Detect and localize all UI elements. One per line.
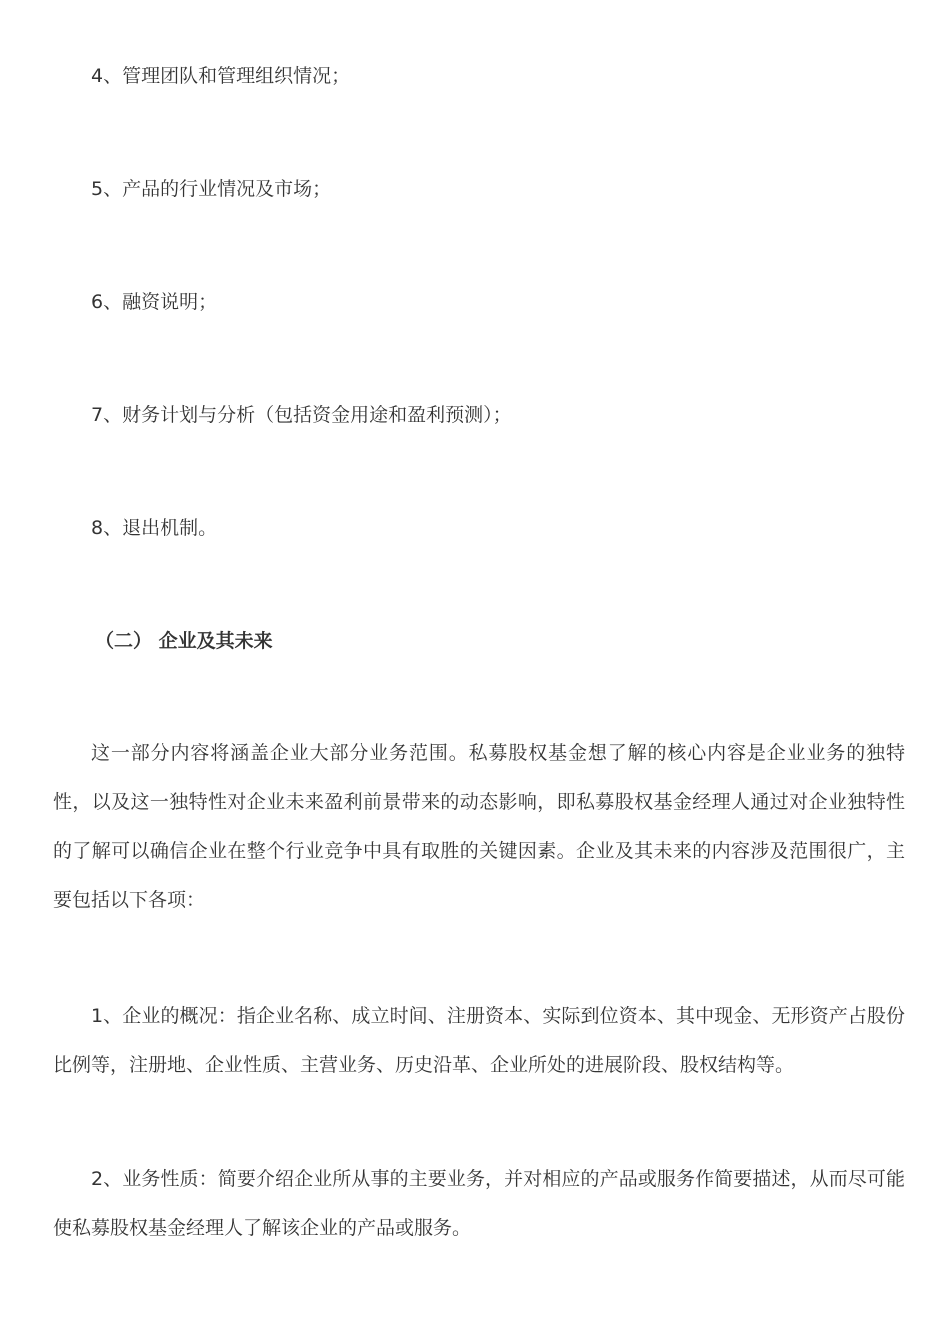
list-item-financing: 6、融资说明； xyxy=(91,291,218,313)
point-company-overview: 1、企业的概况：指企业名称、成立时间、注册资本、实际到位资本、其中现金、无形资产占股份比例等，注册地、企业性质、主营业务、历史沿革、企业所处的进展阶段、股权结构等。 xyxy=(53,1005,905,1076)
section-heading: （二） 企业及其未来 xyxy=(95,630,273,652)
list-item-management-team: 4、管理团队和管理组织情况； xyxy=(91,65,351,87)
list-item-financial-plan: 7、财务计划与分析（包括资金用途和盈利预测）； xyxy=(91,404,512,426)
intro-paragraph: 这一部分内容将涵盖企业大部分业务范围。私募股权基金想了解的核心内容是企业业务的独特性，以及这一独特性对企业未来盈利前景带来的动态影响，即私募股权基金经理人通过对企业独特性的了解可以确信企业在整个行业竞争中具有取胜的关键因素。企业及其未来的内容涉及范围很广，主要包括以下各项： xyxy=(53,742,905,911)
list-item-industry-market: 5、产品的行业情况及市场； xyxy=(91,178,332,200)
point-business-nature: 2、业务性质：简要介绍企业所从事的主要业务，并对相应的产品或服务作简要描述，从而尽可能使私募股权基金经理人了解该企业的产品或服务。 xyxy=(53,1168,905,1239)
list-item-exit-mechanism: 8、退出机制。 xyxy=(91,517,218,539)
